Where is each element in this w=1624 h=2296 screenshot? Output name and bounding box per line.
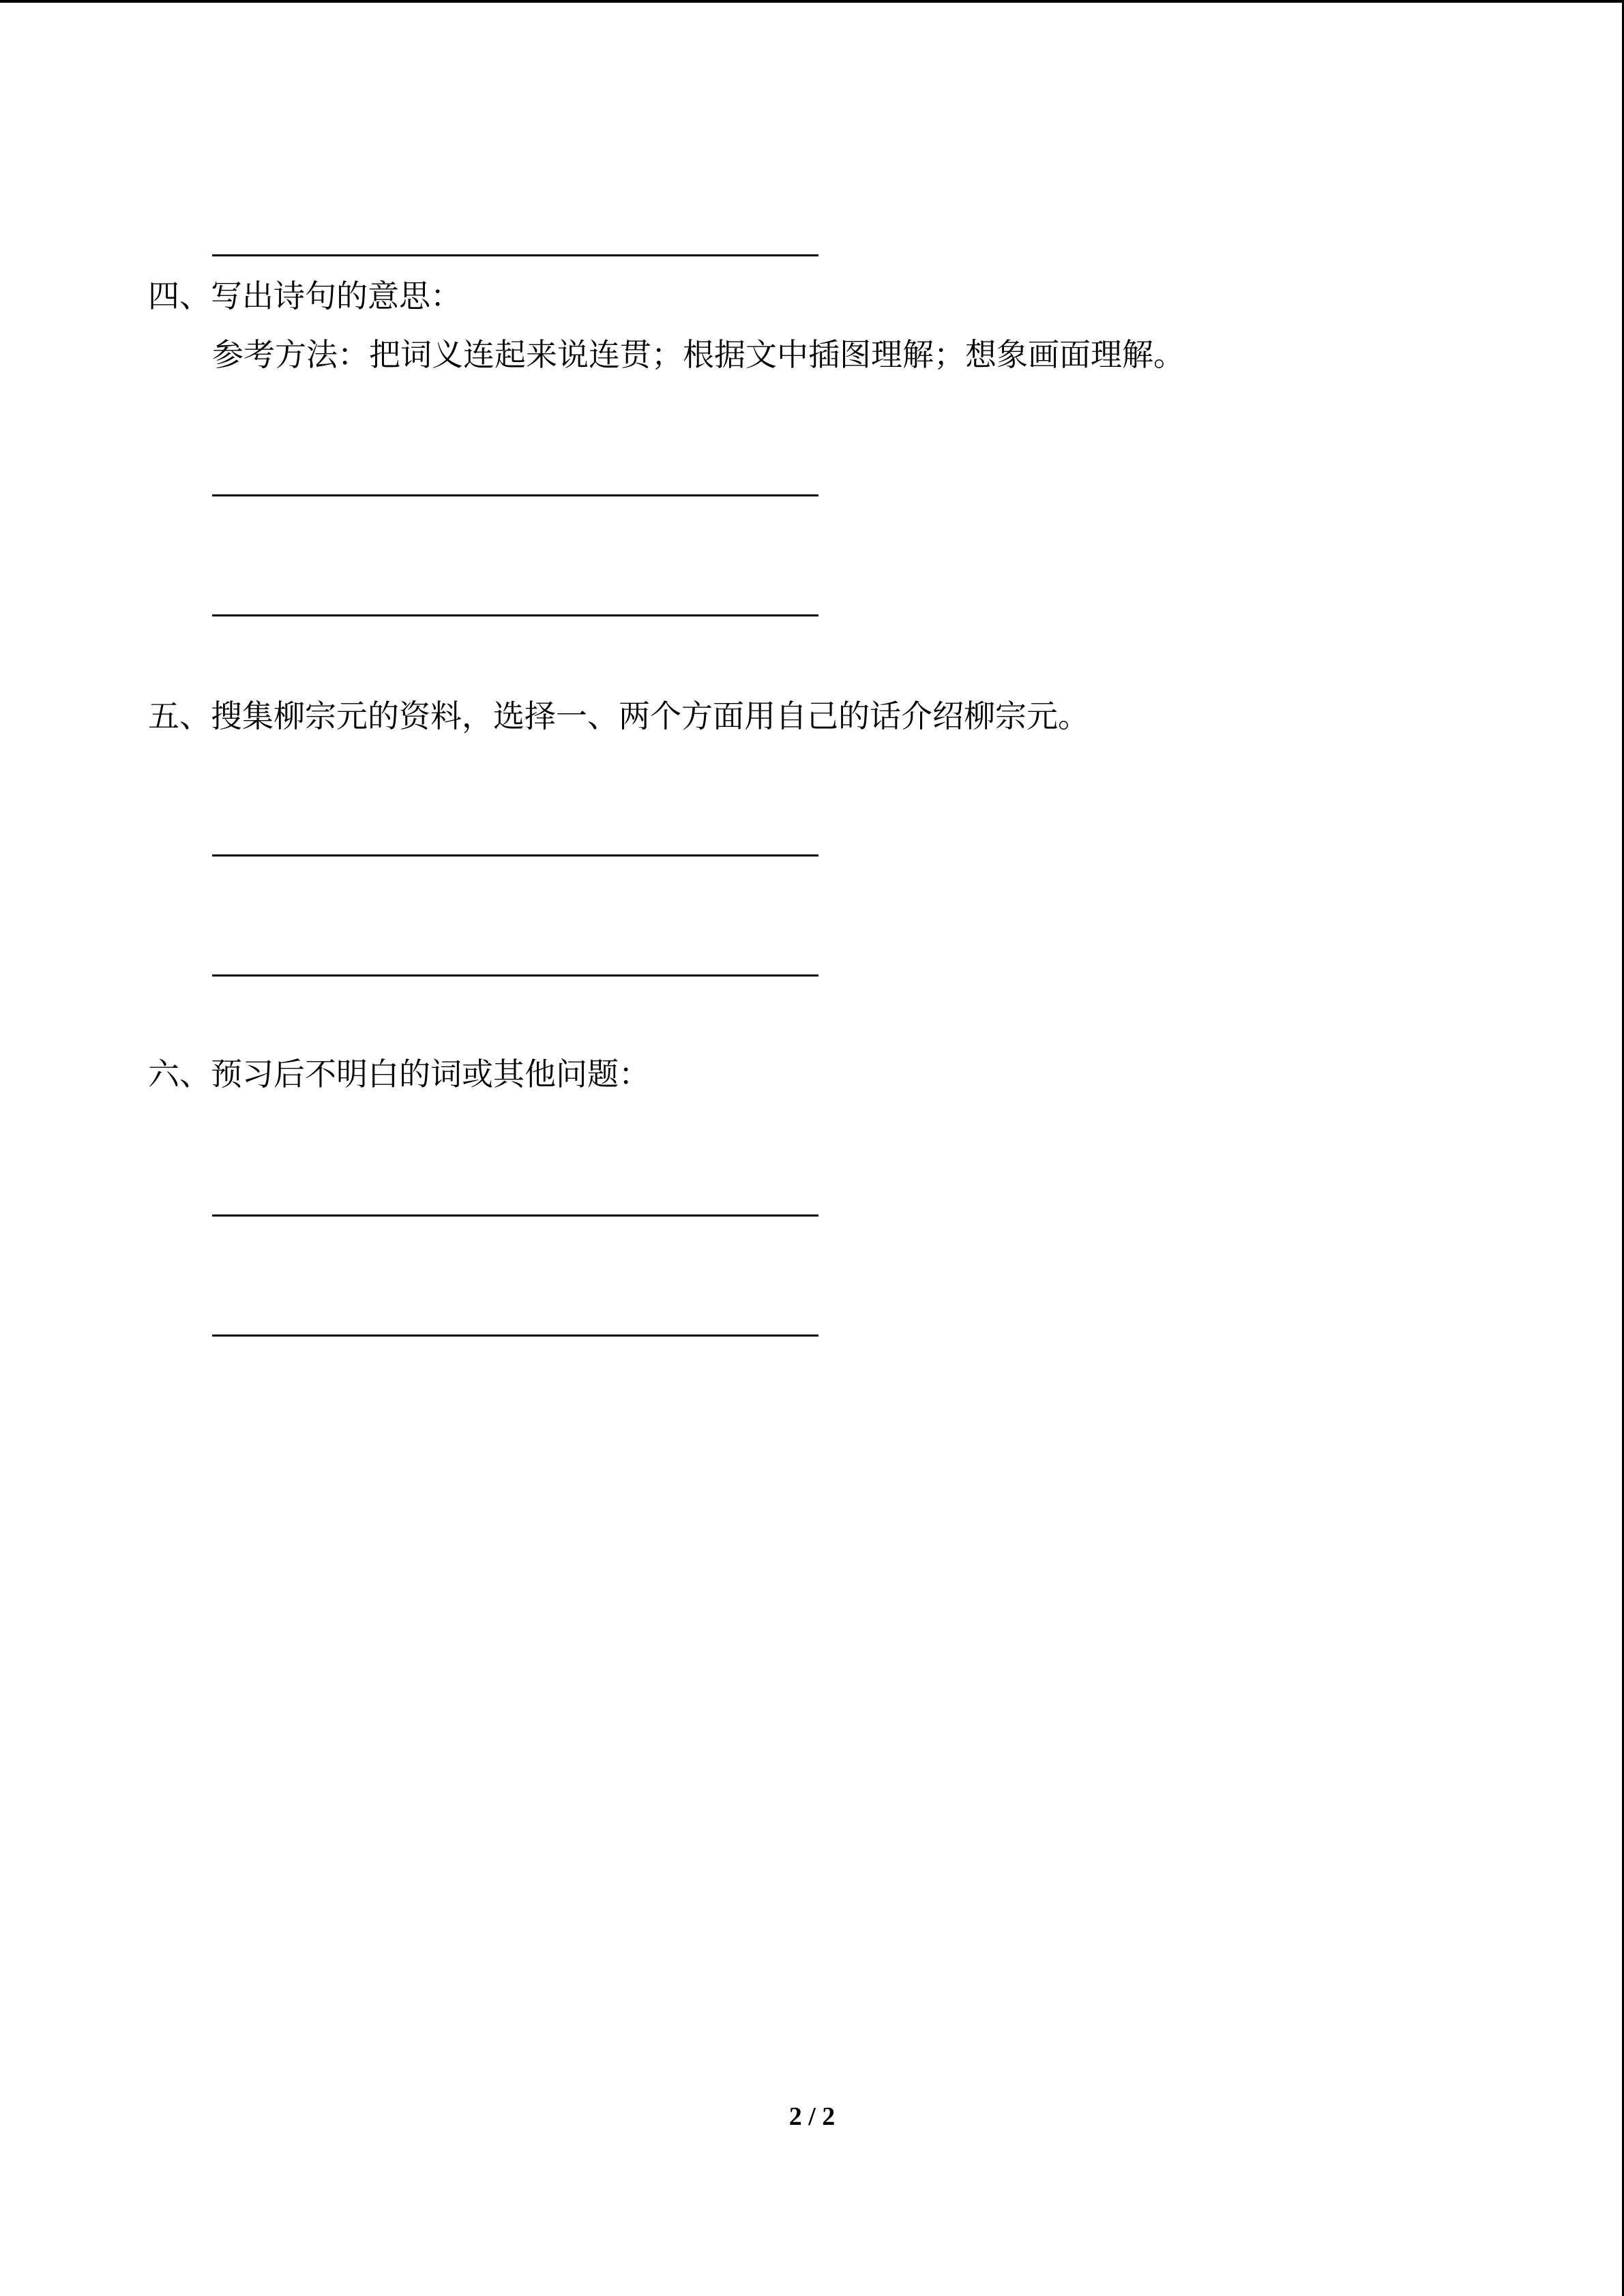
section-4-method: 参考方法：把词义连起来说连贯；根据文中插图理解；想象画面理解。	[212, 336, 1185, 373]
answer-line[interactable]	[212, 614, 818, 616]
section-5-heading: 五、搜集柳宗元的资料，选择一、两个方面用自己的话介绍柳宗元。	[148, 698, 1089, 734]
section-6-heading: 六、预习后不明白的词或其他问题：	[148, 1056, 650, 1092]
section-4-heading: 四、写出诗句的意思：	[148, 278, 462, 314]
answer-line[interactable]	[212, 1335, 818, 1337]
page-top-border	[0, 0, 1624, 3]
answer-line[interactable]	[212, 854, 818, 856]
answer-line[interactable]	[212, 494, 818, 496]
answer-line[interactable]	[212, 974, 818, 976]
answer-line[interactable]	[212, 1214, 818, 1217]
page-number: 2 / 2	[788, 2102, 836, 2131]
answer-line[interactable]	[212, 254, 818, 256]
